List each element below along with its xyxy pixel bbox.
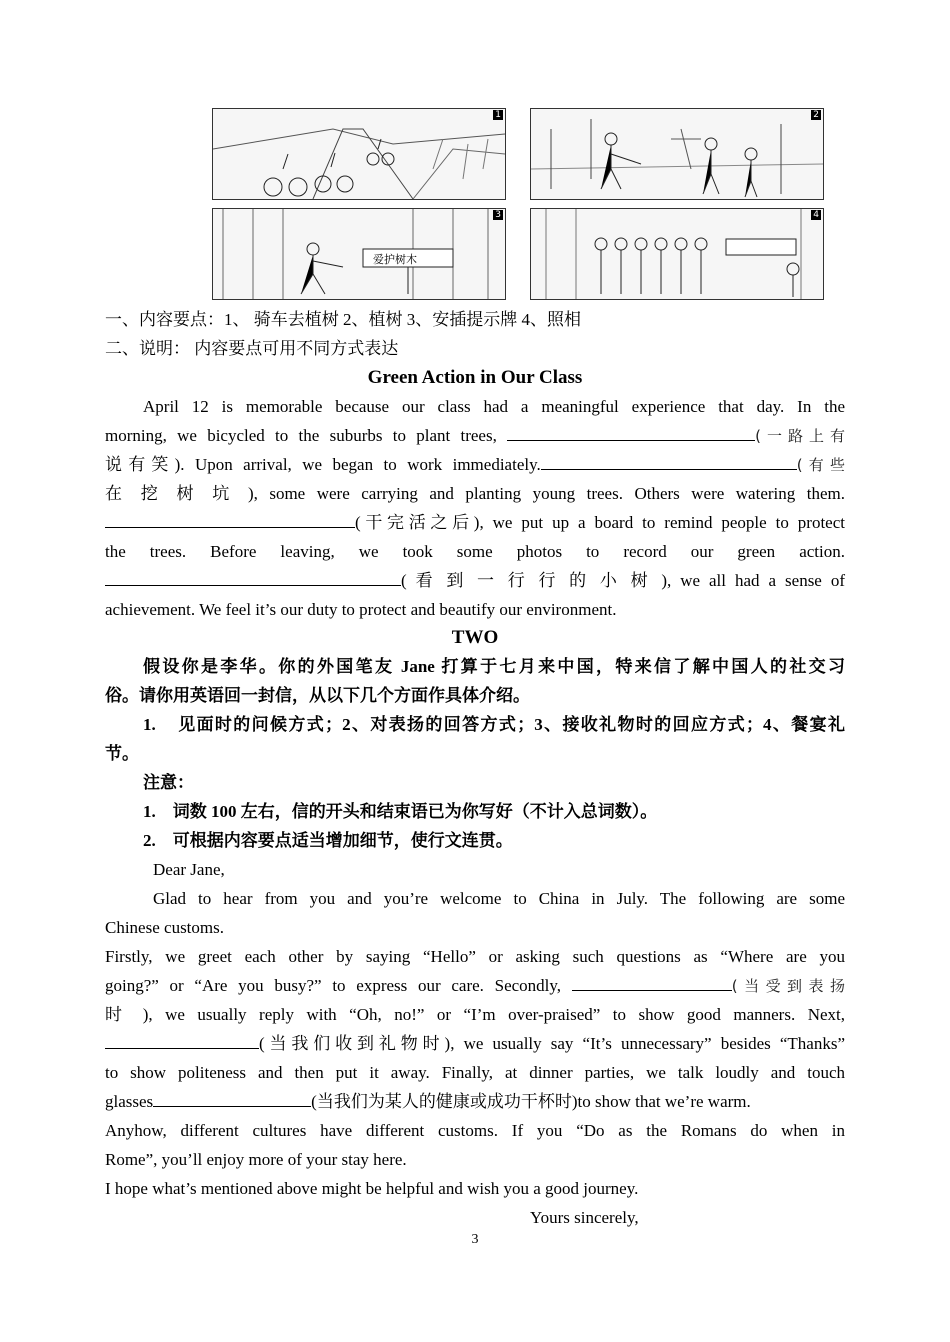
panel-number: 1 [495, 110, 501, 120]
cycling-scene-image [213, 109, 505, 199]
essay-line [105, 509, 845, 538]
letter-line: Firstly, we greet each other by saying “Hello” or asking such questions as “Where are you [105, 947, 845, 966]
essay-line: achievement. We feel it’s our duty to protect and beautify our environment. [105, 600, 617, 619]
panel-board [212, 208, 506, 300]
note-label: 注意： [143, 773, 194, 792]
essay-text: 说有笑). Upon arrival, we began to work immediately. [105, 455, 541, 474]
task-item [105, 711, 845, 740]
essay-line [105, 567, 845, 596]
note-item [105, 827, 883, 856]
essay-line: the trees. Before leaving, we took some photos to record our green action. [105, 542, 845, 561]
letter-line [105, 972, 845, 1001]
letter-line [105, 1030, 845, 1059]
answer-blank-5[interactable] [572, 973, 732, 991]
letter-line: Rome”, you’ll enjoy more of your stay here. [105, 1150, 407, 1169]
letter-text: glasses [105, 1092, 154, 1111]
photo-scene-image [531, 209, 823, 299]
letter-hint: (当受到表扬 [731, 977, 845, 995]
panel-photo [530, 208, 824, 300]
letter-line: Anyhow, different cultures have different customs. If you “Do as the Romans do when in [105, 1121, 845, 1140]
answer-blank-6[interactable] [105, 1031, 259, 1049]
panel-number: 3 [495, 210, 501, 220]
note-text: 词数 100 左右，信的开头和结束语已为你写好（不计入总词数）。 [172, 802, 658, 821]
essay-line: 在 挖 树 坑 ), some were carrying and planting young trees. Others were watering them. [105, 484, 845, 503]
illustration-grid [212, 108, 824, 300]
essay-hint: (一路上有 [755, 427, 846, 445]
reminder-sign-text: 爱护树木 [373, 253, 417, 266]
note-number: 2. [143, 831, 156, 850]
letter-line: to show politeness and then put it away. Finally, at dinner parties, we talk loudly and touch [105, 1063, 845, 1082]
letter-closing: Yours sincerely, [530, 1208, 639, 1227]
essay-line [105, 422, 845, 451]
page-number: 3 [471, 1232, 479, 1247]
answer-blank-1[interactable] [507, 423, 755, 441]
answer-blank-3[interactable] [105, 510, 355, 528]
note-item [105, 798, 883, 827]
answer-blank-7[interactable] [153, 1089, 311, 1107]
essay-text: (干完活之后), we put up a board to remind people to protect [355, 513, 845, 532]
letter-line [105, 1088, 845, 1117]
board-scene-image [213, 209, 505, 299]
instruction-note: 二、说明： 内容要点可用不同方式表达 [105, 339, 399, 358]
essay-text: morning, we bicycled to the suburbs to plant trees, [105, 426, 508, 445]
essay-line: April 12 is memorable because our class had a meaningful experience that day. In the [143, 397, 845, 416]
item-text: 见面时的问候方式；2、对表扬的回答方式；3、接收礼物时的回应方式；4、餐宴礼 [178, 715, 846, 734]
panel-number: 2 [813, 110, 819, 120]
item-number: 1. [143, 715, 156, 734]
panel-cycling [212, 108, 506, 200]
letter-text: going?” or “Are you busy?” to express our care. Secondly, [105, 976, 572, 995]
essay-hint: (有些 [796, 456, 846, 474]
section-heading: TWO [451, 627, 499, 648]
answer-blank-4[interactable] [105, 568, 401, 586]
panel-planting [530, 108, 824, 200]
note-text: 可根据内容要点适当增加细节，使行文连贯。 [172, 831, 513, 850]
essay-title: Green Action in Our Class [367, 367, 583, 388]
planting-scene-image [531, 109, 823, 199]
task-item: 节。 [105, 744, 139, 763]
letter-line: Chinese customs. [105, 918, 224, 937]
letter-line: Glad to hear from you and you’re welcome to China in July. The following are some [153, 889, 845, 908]
letter-line: 时 ), we usually reply with “Oh, no!” or “I’m over-praised” to show good manners. Next, [105, 1005, 845, 1024]
essay-text: ( 看 到 一 行 行 的 小 树 ), we all had a sense of [401, 571, 845, 590]
panel-number: 4 [813, 210, 819, 220]
task-prompt: 俗。请你用英语回一封信，从以下几个方面作具体介绍。 [105, 686, 530, 705]
letter-text: (当我们收到礼物时), we usually say “It’s unnecessary” besides “Thanks” [259, 1034, 845, 1053]
note-number: 1. [143, 802, 156, 821]
task-prompt: 假设你是李华。你的外国笔友 Jane 打算于七月来中国，特来信了解中国人的社交习 [143, 657, 845, 676]
essay-line [105, 451, 845, 480]
letter-text: (当我们为某人的健康或成功干杯时)to show that we’re warm. [311, 1092, 751, 1111]
letter-salutation: Dear Jane, [153, 860, 225, 879]
content-points: 一、内容要点：1、 骑车去植树 2、植树 3、安插提示牌 4、照相 [105, 310, 581, 329]
letter-line: I hope what’s mentioned above might be helpful and wish you a good journey. [105, 1179, 639, 1198]
answer-blank-2[interactable] [541, 452, 797, 470]
